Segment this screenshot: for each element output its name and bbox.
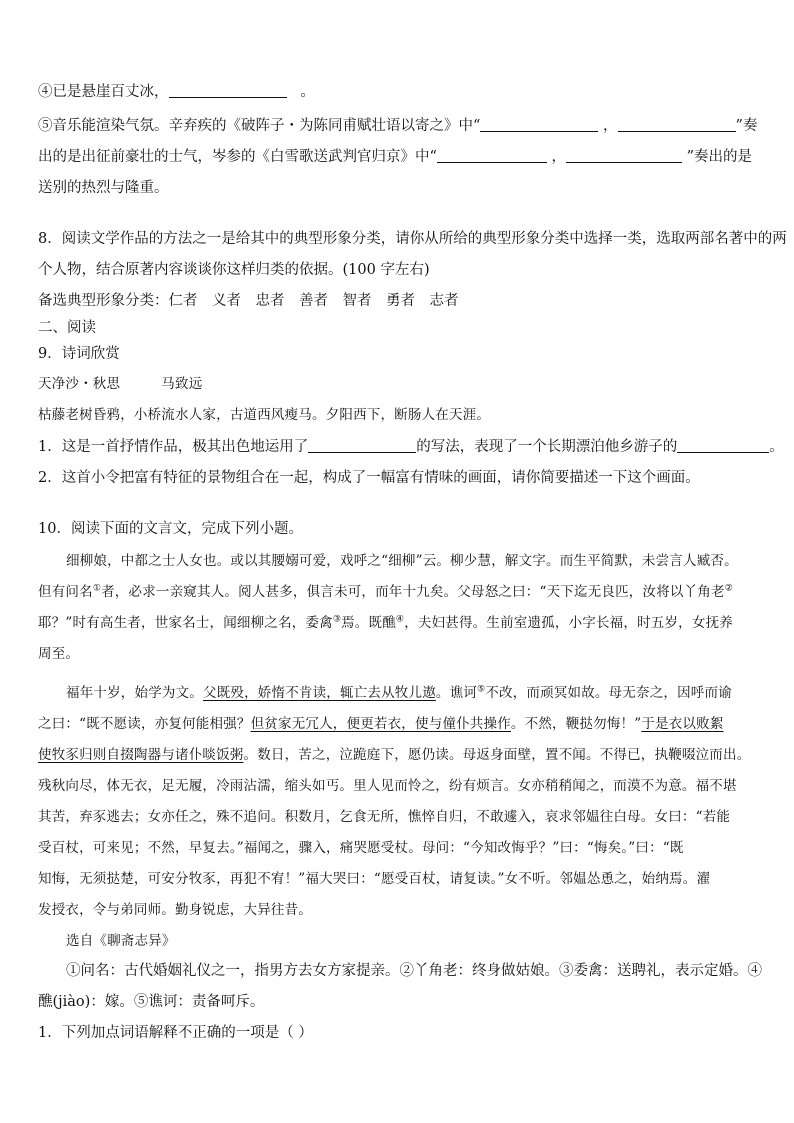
q9-sub1-text: 1．这是一首抒情作品，极其出色地运用了 bbox=[38, 439, 309, 455]
q7-item5-text1: ⑤音乐能渲染气氛。辛弃疾的《破阵子・为陈同甫赋壮语以寄之》中“ bbox=[38, 118, 481, 134]
underlined-sentence: 于是衣以败絮 bbox=[641, 716, 724, 732]
passage-p2-line3 bbox=[38, 745, 756, 765]
q7-item5-text2: 出的是出征前豪壮的士气，岑参的《白雪歌送武判官归京》中“ bbox=[38, 149, 437, 165]
footnote-mark: ① bbox=[92, 583, 102, 594]
passage-text: 焉。既醮 bbox=[341, 615, 396, 631]
answer-blank[interactable] bbox=[566, 148, 682, 163]
q10-sub1: 1．下列加点词语解释不正确的一项是（ ） bbox=[38, 1025, 313, 1041]
passage-text: 耶？”时有高生者，世家名士，闻细柳之名，委禽 bbox=[38, 615, 333, 631]
separator: ， bbox=[603, 118, 618, 134]
separator: ， bbox=[551, 149, 567, 165]
q7-item4 bbox=[38, 82, 756, 102]
passage-p2-line5: 其苦，弃豕逃去；女亦任之，殊不追问。积数月，乞食无所，憔悴自归，不敢遽入，哀求邻媪往白母。女曰：“若能 bbox=[38, 809, 731, 825]
q7-item5-text1-end: ”奏 bbox=[735, 118, 758, 134]
passage-p2-line1 bbox=[38, 683, 756, 703]
q7-item4-text: ④已是悬崖百丈冰， bbox=[38, 84, 169, 100]
footnote-mark: ③ bbox=[332, 614, 342, 625]
answer-blank[interactable] bbox=[677, 438, 769, 453]
underlined-sentence: 父既殁，娇惰不肯读，辄亡去从牧儿遨 bbox=[203, 685, 436, 701]
passage-text: 但有问名 bbox=[38, 584, 93, 600]
underlined-sentence: 但贫家无冗人，便更若衣，使与僮仆共操作 bbox=[250, 716, 511, 732]
q10-title: 10．阅读下面的文言文，完成下列小题。 bbox=[38, 521, 303, 537]
footnote-mark: ④ bbox=[395, 614, 405, 625]
q9-title: 9．诗词欣赏 bbox=[38, 346, 120, 362]
passage-text: 者，必求一亲窥其人。阅人甚多，俱言未可，而年十九矣。父母怒之曰：“天下迄无良匹，汝将以丫角老 bbox=[101, 584, 725, 600]
passage-text: 之曰：“既不愿读，亦复何能相强？ bbox=[38, 716, 251, 732]
answer-blank[interactable] bbox=[618, 117, 736, 132]
answer-blank[interactable] bbox=[169, 83, 287, 98]
passage-p2-line4: 残秋向尽，体无衣，足无履，冷雨沾濡，缩头如丐。里人见而怜之，纷有烦言。女亦稍稍闻之，而漠不为意。福不堪 bbox=[38, 778, 737, 794]
passage-text: 。谯诃 bbox=[435, 685, 478, 701]
passage-p2-line2 bbox=[38, 714, 756, 734]
footnote-line1: ①问名：古代婚姻礼仪之一，指男方去女方家提亲。②丫角老：终身做姑娘。③委禽：送聘礼，表示定婚。④ bbox=[66, 963, 762, 979]
q9-sub1-end: 。 bbox=[769, 439, 784, 455]
q7-item5-text2-end: ”奏出的是 bbox=[686, 149, 753, 165]
passage-p1-line2 bbox=[38, 582, 756, 602]
poem-text: 枯藤老树昏鸦，小桥流水人家，古道西风瘦马。夕阳西下，断肠人在天涯。 bbox=[38, 407, 491, 423]
passage-p1-line1: 细柳娘，中都之士人女也。或以其腰嫋可爱，戏呼之“细柳”云。柳少慧，解文字。而生平简默，未尝言人臧否。 bbox=[66, 553, 738, 569]
poem-title: 天净沙・秋思 马致远 bbox=[38, 376, 203, 392]
passage-p2-line6: 受百杖，可来见；不然，早复去。”福闻之，骤入，痛哭愿受杖。母问：“今知改悔乎？”曰：“悔矣。”曰：“既 bbox=[38, 840, 684, 856]
q7-item5-line1 bbox=[38, 116, 756, 136]
passage-source: 选自《聊斋志异》 bbox=[66, 933, 176, 949]
q8-line2: 个人物，结合原著内容谈谈你这样归类的依据。(100 字左右) bbox=[38, 262, 430, 278]
q9-sub1 bbox=[38, 437, 784, 457]
answer-blank[interactable] bbox=[480, 117, 598, 132]
passage-p1-line4: 周至。 bbox=[38, 646, 80, 662]
passage-text: 。不然，鞭挞勿悔！” bbox=[510, 716, 642, 732]
passage-p1-line3 bbox=[38, 613, 756, 633]
underlined-sentence: 使牧豕归则自掇陶器与诸仆啖饭粥 bbox=[38, 747, 244, 763]
passage-text: 福年十岁，始学为文。 bbox=[66, 685, 203, 701]
q8-line1: 8．阅读文学作品的方法之一是给其中的典型形象分类，请你从所给的典型形象分类中选择一类，选取两部名著中的两 bbox=[38, 231, 787, 247]
footnote-line2: 醮(jiào)：嫁。⑤谯诃：责备呵斥。 bbox=[38, 994, 265, 1010]
passage-p2-line8: 发授衣，令与弟同师。勤身锐虑，大异往昔。 bbox=[38, 902, 312, 918]
q9-sub1-mid: 的写法，表现了一个长期漂泊他乡游子的 bbox=[416, 439, 678, 455]
answer-blank[interactable] bbox=[308, 438, 416, 453]
footnote-mark: ② bbox=[724, 583, 733, 594]
passage-p2-line7: 知悔，无须挞楚，可安分牧豕，再犯不宥！”福大哭曰：“愿受百杖，请复读。”女不听。邻媪怂恿之，始纳焉。濯 bbox=[38, 871, 711, 887]
passage-text: 。数日，苦之，泣跪庭下，愿仍读。母返身面壁，置不闻。不得已，执鞭啜泣而出。 bbox=[243, 747, 751, 763]
q9-sub2: 2．这首小令把富有特征的景物组合在一起，构成了一幅富有情味的画面，请你简要描述一下这个画面。 bbox=[38, 470, 700, 486]
passage-text: 不改，而顽冥如故。母无奈之，因呼而谕 bbox=[485, 685, 732, 701]
answer-blank[interactable] bbox=[437, 148, 547, 163]
q7-item4-end: 。 bbox=[300, 84, 315, 100]
section-heading: 二、阅读 bbox=[38, 320, 96, 336]
q7-item5-line2 bbox=[38, 147, 756, 167]
q7-item5-line3: 送别的热烈与隆重。 bbox=[38, 180, 169, 196]
footnote-mark: ⑤ bbox=[477, 684, 486, 695]
passage-text: ，夫妇甚得。生前室遗孤，小字长福，时五岁，女抚养 bbox=[404, 615, 733, 631]
q8-line3: 备选典型形象分类：仁者 义者 忠者 善者 智者 勇者 志者 bbox=[38, 293, 459, 309]
